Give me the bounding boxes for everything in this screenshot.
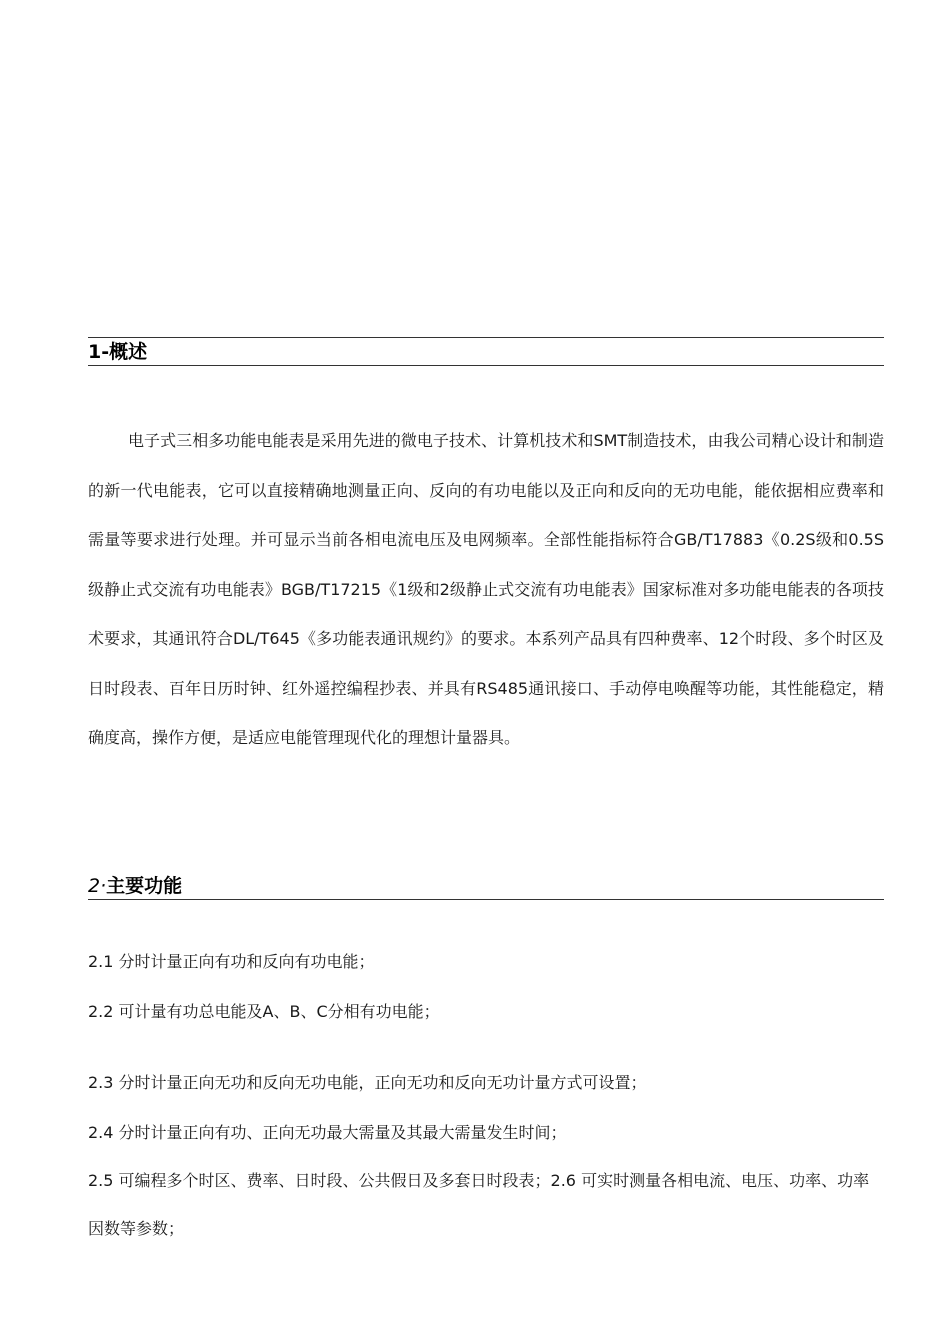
function-item: 2.4 分时计量正向有功、正向无功最大需量及其最大需量发生时间；: [88, 1123, 567, 1142]
section-1-body: [88, 416, 884, 763]
function-item: 2.3 分时计量正向无功和反向无功电能，正向无功和反向无功计量方式可设置；: [88, 1073, 647, 1092]
section-1-heading-text: 1-概述: [88, 341, 148, 363]
section-2-heading: [88, 872, 884, 900]
section-1-rule-bottom: [88, 365, 884, 366]
section-2-rule-bottom: [88, 899, 884, 900]
overview-paragraph: 电子式三相多功能电能表是采用先进的微电子技术、计算机技术和SMT制造技术，由我公司精心设计和制造的新一代电能表，它可以直接精确地测量正向、反向的有功电能以及正向和反向的无功电能，能依据相应费率和需量等要求进行处理。并可显示当前各相电流电压及电网频率。全部性能指标符合GB/T17883《0.2S级和0.5S级静止式交流有功电能表》BGB/T17215《1级和2级静止式交流有功电能表》国家标准对多功能电能表的各项技术要求，其通讯符合DL/T645《多功能表通讯规约》的要求。本系列产品具有四种费率、12个时段、多个时区及日时段表、百年日历时钟、红外遥控编程抄表、并具有RS485通讯接口、手动停电唤醒等功能，其性能稳定，精确度高，操作方便，是适应电能管理现代化的理想计量器具。: [88, 431, 884, 747]
section-1-heading: [88, 338, 884, 366]
function-item: 2.5 可编程多个时区、费率、日时段、公共假日及多套日时段表；2.6 可实时测量各相电流、电压、功率、功率因数等参数；: [88, 1171, 870, 1238]
section-2-heading-text: [88, 872, 182, 900]
function-item: 2.1 分时计量正向有功和反向有功电能；: [88, 952, 375, 971]
section-2-heading-number: 2·: [88, 875, 107, 897]
section-2-heading-title: 主要功能: [106, 875, 183, 897]
function-item: 2.2 可计量有功总电能及A、B、C分相有功电能；: [88, 1002, 440, 1021]
